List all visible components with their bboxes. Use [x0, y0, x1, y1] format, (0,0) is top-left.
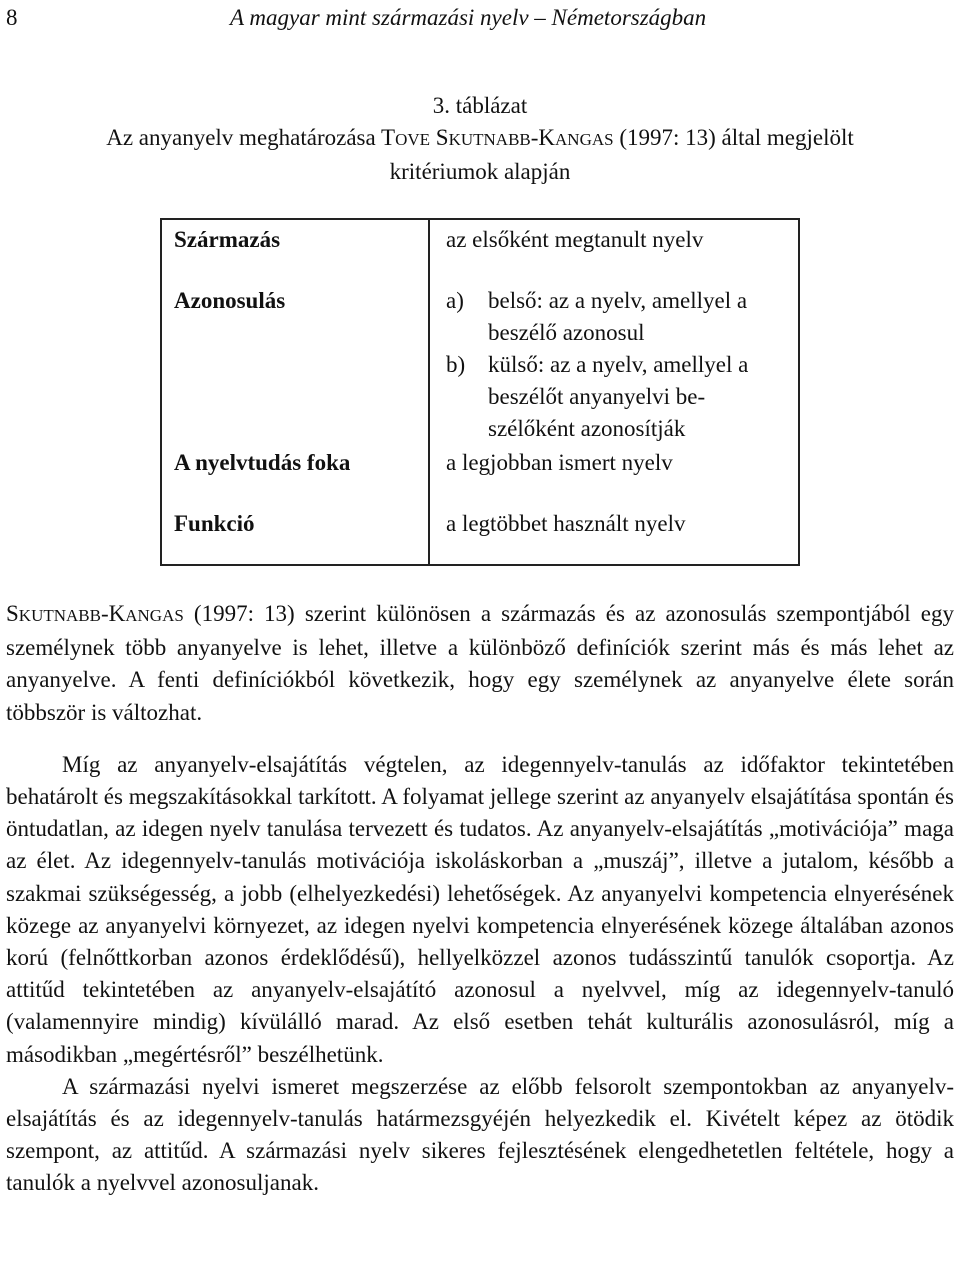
table-caption: [0, 90, 960, 188]
row-label-szarmazas: Származás: [174, 227, 281, 252]
paragraph-2: Míg az anyanyelv-elsajátítás végtelen, az idegennyelv-tanulás az időfaktor tekintetében behatárolt és megszakításokkal tarkított. A folyamat jellege szerint az anyanyelv elsajátítása spontán és öntudatlan, az idegen nyelv tanulása tervezett és tudatos. Az anyanyelv-elsajátítás „motivációja” maga az élet. Az idegennyelv-tanulás motivációja iskoláskorban a „muszáj”, illetve a jutalom, később a szakmai szükségesség, a jobb (elhelyezkedési) lehetőségek. Az anyanyelvi kompetencia elnyerésének közege az anyanyelvi környezet, az idegen nyelvi kompetencia elnyerésének közege általában azonos korú (felnőttkorban azonos érdeklődésű), hellyelközzel azonos tudásszintű tanulók csoportja. Az attitűd tekintetében az anyanyelv-elsajátító azonosul a nyelvvel, míg az idegennyelv-tanuló (valamennyire mindig) kívülálló marad. Az első esetben tehát kulturális azonosulásról, míg a másodikban „megértésről” beszélhetünk.: [6, 751, 954, 1067]
row-value-azonosulas: [446, 285, 786, 445]
row-label-azonosulas: Azonosulás: [174, 288, 286, 313]
table-label: 3. táblázat: [432, 93, 528, 118]
paragraph-1: SKUTNABB-KANGAS (1997: 13) szerint különösen a származás és az azonosulás szempontjából egy személynek több anyanyelve is lehet, illetve a különböző definíciók szerint más és más lehet az anyanyelve. A fenti definíciókból következik, hogy egy személynek az anyanyelve élete során többször is változhat.: [6, 601, 954, 725]
criteria-table: [160, 218, 800, 566]
table-caption-line-1: Az anyanyelv meghatározása TOVE SKUTNABB-KANGAS (1997: 13) által megjelölt: [106, 125, 854, 150]
item-marker-b: b): [446, 352, 466, 377]
list-item: [446, 349, 786, 445]
item-text-a: belső: az a nyelv, amellyel a beszélő azonosul: [488, 288, 748, 345]
row-label-nyelvtudas-foka: A nyelvtudás foka: [174, 450, 351, 475]
item-marker-a: a): [446, 288, 464, 313]
table-caption-line-2: kritériumok alapján: [389, 159, 571, 184]
list-item: [446, 285, 786, 349]
item-text-b: külső: az a nyelv, amellyel a beszélőt anyanyelvi be-szélőként azonosítják: [488, 352, 749, 441]
row-label-funkcio: Funkció: [174, 511, 255, 536]
body-text: [6, 598, 954, 1200]
paragraph-3: A származási nyelvi ismeret megszerzése az előbb felsorolt szempontokban az anyanyelv-elsajátítás és az idegennyelv-tanulás határmezsgyéjén helyezkedik el. Kivételt képez az ötödik szempont, az attitűd. A származási nyelv sikeres fejlesztésének elengedhetetlen feltétele, hogy a tanulók a nyelvvel azonosuljanak.: [6, 1073, 954, 1196]
row-value-nyelvtudas-foka: a legjobban ismert nyelv: [446, 450, 673, 475]
running-title: A magyar mint származási nyelv – Németországban: [230, 5, 707, 30]
row-value-szarmazas: az elsőként megtanult nyelv: [446, 227, 704, 252]
column-divider: [428, 220, 430, 564]
row-value-funkcio: a legtöbbet használt nyelv: [446, 511, 686, 536]
page-number: 8: [6, 5, 18, 30]
